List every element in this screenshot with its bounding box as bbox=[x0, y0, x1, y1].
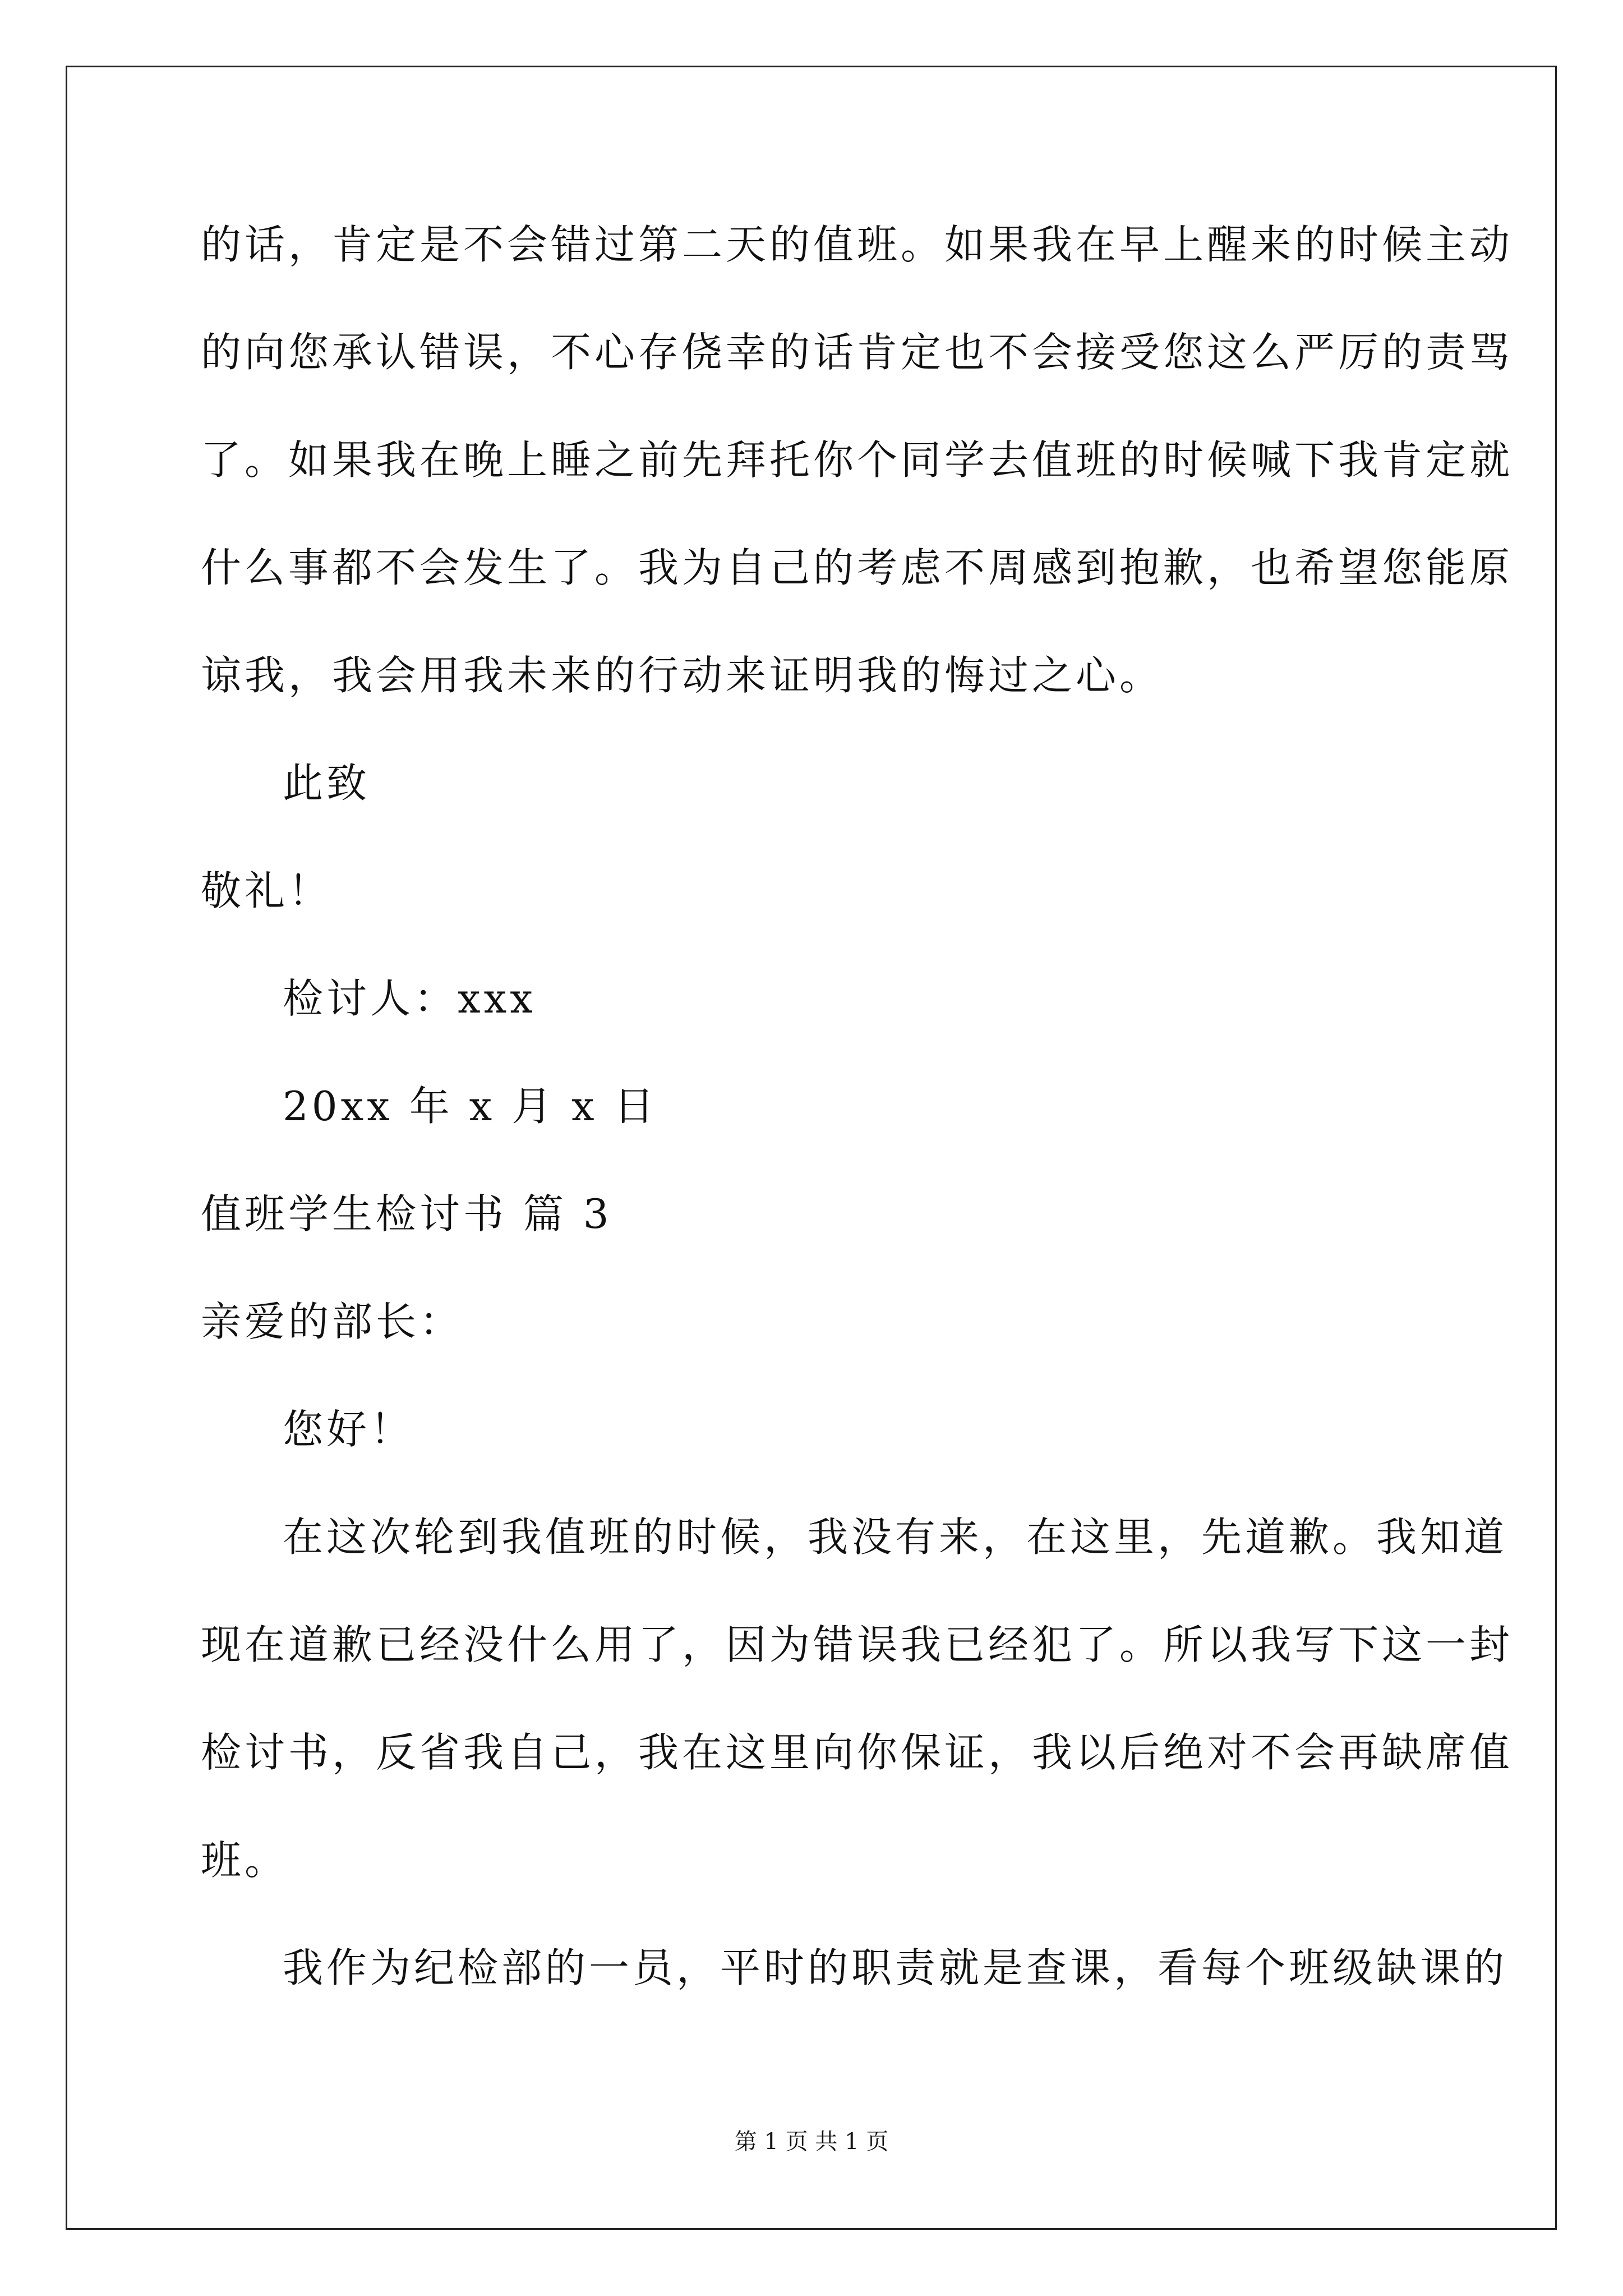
greeting-recipient: 亲爱的部长： bbox=[201, 1298, 464, 1345]
text-line: 的话，肯定是不会错过第二天的值班。如果我在早上醒来的时候主动 bbox=[201, 221, 1514, 268]
text-line: 什么事都不会发生了。我为自己的考虑不周感到抱歉，也希望您能原 bbox=[201, 544, 1514, 591]
text-line: 谅我，我会用我未来的行动来证明我的悔过之心。 bbox=[201, 652, 1164, 699]
date-line: 20xx 年 x 月 x 日 bbox=[283, 1083, 658, 1130]
text-line: 检讨书，反省我自己，我在这里向你保证，我以后绝对不会再缺席值 bbox=[201, 1729, 1514, 1776]
document-body bbox=[201, 218, 1514, 2049]
text-line: 的向您承认错误，不心存侥幸的话肯定也不会接受您这么严厉的责骂 bbox=[201, 329, 1514, 376]
page-number-footer: 第 1 页 共 1 页 bbox=[734, 2129, 889, 2155]
text-line: 我作为纪检部的一员，平时的职责就是查课，看每个班级缺课的 bbox=[283, 1944, 1508, 1991]
greeting: 您好！ bbox=[283, 1406, 414, 1453]
text-line: 了。如果我在晚上睡之前先拜托你个同学去值班的时候喊下我肯定就 bbox=[201, 436, 1514, 484]
closing-regards: 敬礼！ bbox=[201, 867, 333, 914]
closing-salutation: 此致 bbox=[283, 760, 371, 807]
section-heading: 值班学生检讨书 篇 3 bbox=[201, 1190, 612, 1237]
text-line: 现在道歉已经没什么用了，因为错误我已经犯了。所以我写下这一封 bbox=[201, 1621, 1514, 1668]
text-line: 班。 bbox=[201, 1837, 289, 1884]
signature-line: 检讨人：xxx bbox=[283, 975, 536, 1022]
text-line: 在这次轮到我值班的时候，我没有来，在这里，先道歉。我知道 bbox=[283, 1513, 1508, 1561]
